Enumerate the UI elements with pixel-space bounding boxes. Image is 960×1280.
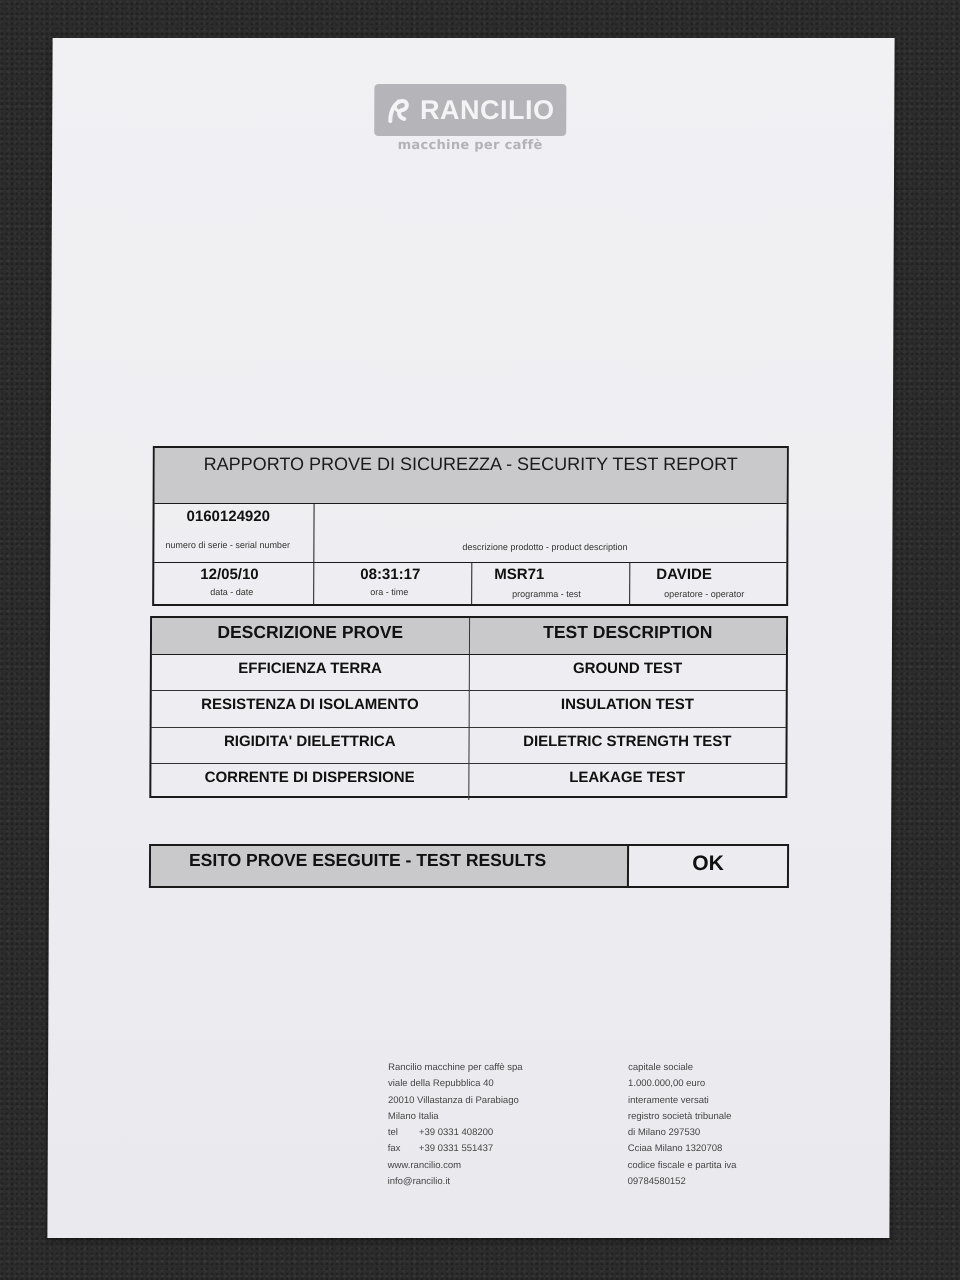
test-name-en: LEAKAGE TEST xyxy=(569,769,686,786)
operator-cell xyxy=(630,563,786,605)
report-title: RAPPORTO PROVE DI SICUREZZA - SECURITY TEST REPORT xyxy=(155,448,787,504)
date-label: data - date xyxy=(210,587,254,597)
operator-label: operatore - operator xyxy=(664,589,745,599)
test-name-it: EFFICIENZA TERRA xyxy=(152,655,470,691)
serial-description-row xyxy=(154,504,786,563)
description-cell xyxy=(314,504,786,562)
logo-brand-text: RANCILIO xyxy=(419,94,555,125)
company-legal-block xyxy=(628,1060,737,1190)
program-cell xyxy=(472,563,630,605)
product-description-label: descrizione prodotto - product description xyxy=(462,542,628,552)
test-name-it: CORRENTE DI DISPERSIONE xyxy=(151,764,469,800)
footer-legal-line: codice fiscale e partita iva xyxy=(627,1159,737,1171)
table-row xyxy=(151,764,785,800)
date-cell xyxy=(154,563,314,605)
test-table-header xyxy=(152,618,786,655)
rancilio-swirl-icon xyxy=(386,95,414,125)
test-name-en: INSULATION TEST xyxy=(560,696,695,713)
footer-address-line: Rancilio macchine per caffè spa xyxy=(388,1062,523,1073)
date-value: 12/05/10 xyxy=(200,566,259,583)
footer-phone-line: tel +39 0331 408200 xyxy=(387,1127,494,1139)
footer-fax-line: fax +39 0331 551437 xyxy=(387,1143,494,1155)
test-results-value: OK xyxy=(692,852,724,875)
footer-address-line: viale della Repubblica 40 xyxy=(388,1078,494,1090)
footer-vat-number: 09784580152 xyxy=(627,1176,686,1188)
rancilio-logo xyxy=(374,84,566,153)
time-cell xyxy=(314,563,472,605)
time-label: ora - time xyxy=(370,587,409,597)
serial-number-value: 0160124920 xyxy=(186,508,271,525)
program-value: MSR71 xyxy=(494,566,545,583)
date-time-row xyxy=(154,563,786,605)
test-name-it: RIGIDITA' DIELETTRICA xyxy=(151,728,469,764)
footer-legal-line: Cciaa Milano 1320708 xyxy=(627,1143,723,1155)
table-row xyxy=(152,691,786,728)
header-test-description: TEST DESCRIPTION xyxy=(543,622,713,642)
test-description-table xyxy=(149,616,788,798)
test-name-it: RESISTENZA DI ISOLAMENTO xyxy=(152,691,470,727)
operator-value: DAVIDE xyxy=(656,566,712,583)
footer-legal-line: registro società tribunale xyxy=(627,1110,732,1122)
test-results-box xyxy=(149,844,789,888)
security-test-report-box xyxy=(152,446,789,606)
header-descrizione-prove: DESCRIZIONE PROVE xyxy=(152,618,470,654)
footer-legal-line: 1.000.000,00 euro xyxy=(628,1078,706,1090)
footer-email: info@rancilio.it xyxy=(387,1176,451,1188)
table-row xyxy=(151,728,785,765)
test-name-en: DIELETRIC STRENGTH TEST xyxy=(523,732,732,750)
serial-cell xyxy=(154,504,314,562)
time-value: 08:31:17 xyxy=(360,566,421,583)
footer-address-line: 20010 Villastanza di Parabiago xyxy=(387,1094,519,1106)
footer-address-line: Milano Italia xyxy=(387,1110,439,1122)
footer-legal-line: di Milano 297530 xyxy=(627,1127,701,1139)
footer-legal-line: interamente versati xyxy=(627,1094,709,1106)
footer-legal-line: capitale sociale xyxy=(628,1062,694,1073)
company-address-block xyxy=(388,1060,523,1190)
table-row xyxy=(152,655,786,692)
paper-sheet xyxy=(47,38,894,1238)
logo-tagline: macchine per caffè xyxy=(397,138,543,153)
logo-badge xyxy=(374,84,566,136)
program-label: programma - test xyxy=(512,589,581,599)
serial-number-label: numero di serie - serial number xyxy=(165,540,290,550)
footer-website: www.rancilio.com xyxy=(387,1159,462,1171)
test-name-en: GROUND TEST xyxy=(572,659,683,677)
test-results-label: ESITO PROVE ESEGUITE - TEST RESULTS xyxy=(151,846,629,886)
